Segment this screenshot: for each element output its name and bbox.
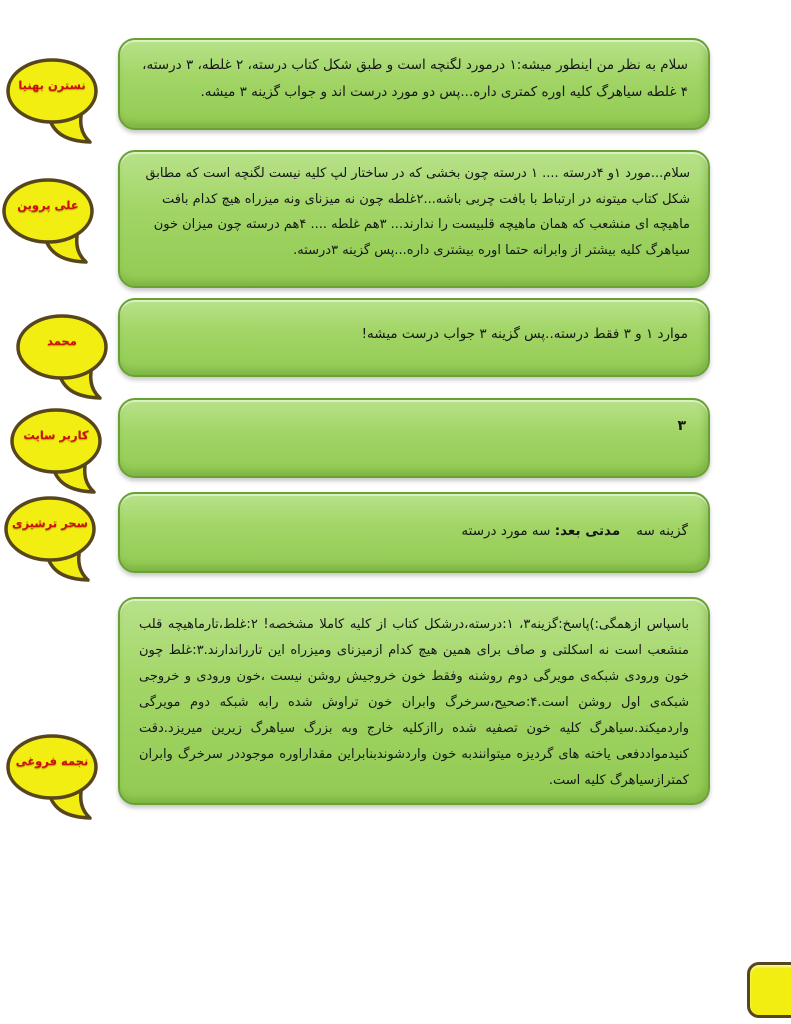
comment-text-pre: گزینه سه (636, 523, 688, 539)
comment-text-bold: مدتی بعد: (554, 523, 621, 539)
comment-text: سلام به نظر من اینطور میشه:۱ درمورد لگنچه است و طبق شکل کتاب درسته، ۲ غلطه، ۳ درسته، ۴ غلطه سیاهرگ کلیه اوره کمتری داره...پس دو مورد درست اند و جواب گزینه ۳ میشه. (142, 57, 688, 100)
comment-box (118, 492, 710, 573)
author-callout (4, 734, 110, 822)
comment-box (118, 38, 710, 130)
author-name: نسترن بهنیا (18, 78, 86, 92)
comment-text-post: سه مورد درسته (461, 523, 555, 539)
speech-bubble-icon (4, 58, 110, 146)
comment-text: ۳ (677, 418, 686, 434)
speech-bubble-icon (4, 734, 110, 822)
author-name: سحر ترشیزی (12, 516, 88, 530)
author-callout (0, 178, 106, 266)
author-name: علی پروین (17, 198, 79, 212)
comment-text: باسپاس ازهمگی:)پاسخ:گزینه۳، ۱:درسته،درشکل کتاب از کلیه کاملا مشخصه! ۲:غلط،تارماهیچه قلب منشعب است نه اسکلتی و صاف برای همین هیچ کدام ازمیزنای ومیزراه این تارراندارند.۳:غلط چون خون ورودی شبکه‌ی مویرگی دوم روشنه وفقط خون خروجیش روشن نیست ،خون ورودی و خروجی شبکه‌ی اول روشن است.۴:صحیح،سرخرگ وابران خون تراوش شده رابه شبکه دوم مویرگی واردمیکند.سیاهرگ کلیه خون تصفیه شده راازکلیه خارج وبه بزرگ سیاهرگ زیرین میریزد.دقت کنیدمواددفعی یاخته های گردیزه میتوانندبه خون واردشوندبنابراین مقداراوره موجوددر سرخرگ وابران کمترازسیاهرگ کلیه است. (139, 617, 689, 788)
speech-bubble-icon (2, 496, 108, 584)
partial-bubble (747, 962, 791, 1018)
speech-bubble-icon (0, 178, 106, 266)
author-callout (2, 496, 108, 584)
comment-text: موارد ۱ و ۳ فقط درسته..پس گزینه ۳ جواب درست میشه! (361, 326, 688, 342)
comment-box (118, 298, 710, 377)
comment-text: سلام...مورد ۱و ۴درسته .... ۱ درسته چون بخشی که در ساختار لپ کلیه نیست لگنچه است که مطابق شکل کتاب میتونه در ارتباط با بافت چربی باشه...۲غلطه چون نه میزنای ونه میزراه هیچ کدام بافت ماهیچه ای منشعب که همان ماهیچه قلبیست را ندارند... ۳هم غلطه .... ۴هم درسته چون میزان خون سیاهرگ کلیه بیشتر از وابرانه حتما اوره بیشتری داره...پس گزینه ۳درسته. (145, 166, 690, 258)
comment-box (118, 398, 710, 478)
comment-box (118, 150, 710, 288)
speech-bubble-icon (8, 408, 114, 496)
comment-box (118, 597, 710, 805)
comment-text (120, 494, 708, 569)
author-callout (14, 314, 120, 402)
speech-bubble-icon (14, 314, 120, 402)
author-callout (4, 58, 110, 146)
author-name: نجمه فروغی (15, 754, 89, 768)
author-callout (8, 408, 114, 496)
author-name: کاربر سایت (23, 428, 89, 442)
author-name: محمد (47, 334, 77, 348)
